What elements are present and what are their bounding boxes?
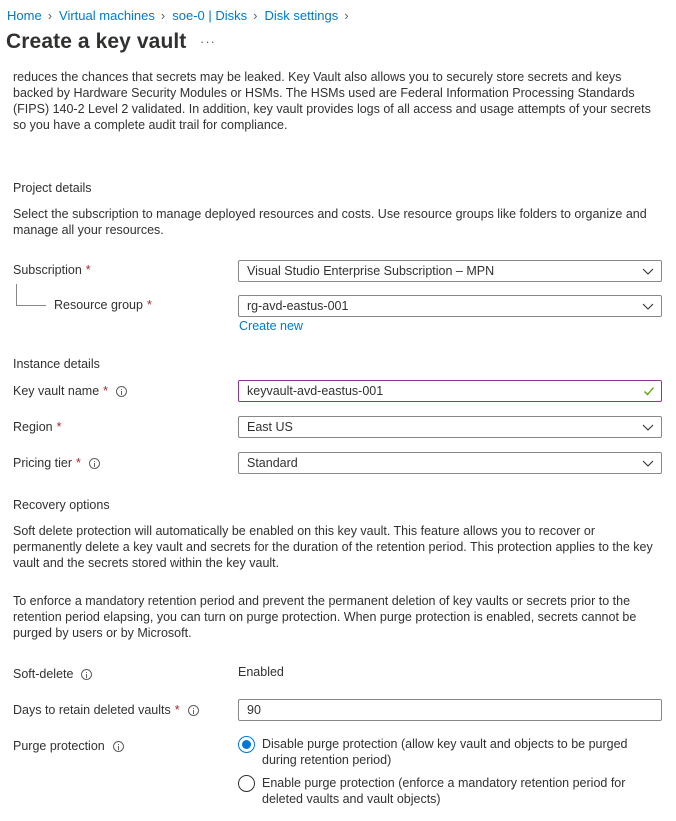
breadcrumb: [7, 6, 356, 24]
project-details-description: Select the subscription to manage deployed resources and costs. Use resource groups like folders to organize and manage all your resources.: [13, 207, 647, 237]
purge-protection-label-text: Purge protection: [13, 739, 105, 753]
soft-delete-label-text: Soft-delete: [13, 667, 74, 681]
required-marker: *: [174, 703, 180, 717]
pricing-tier-value: Standard: [247, 456, 298, 470]
purge-option-enable[interactable]: [238, 775, 662, 807]
create-new-resource-group-link[interactable]: Create new: [239, 319, 303, 333]
required-marker: *: [85, 263, 91, 277]
soft-delete-label: [13, 667, 92, 681]
region-label-text: Region: [13, 420, 53, 434]
radio-button[interactable]: [238, 775, 255, 792]
chevron-right-icon: ›: [47, 7, 53, 23]
required-marker: *: [146, 298, 152, 312]
days-to-retain-label: [13, 703, 199, 717]
intro-text: reduces the chances that secrets may be leaked. Key Vault also allows you to securely store secrets and keys backed by Hardware Security Modules or HSMs. The HSMs used are Federal Information Processing Standards (FIPS) 140-2 Level 2 validated. In addition, key vault provides logs of all access and usage attempts of your secrets so you have a complete audit trail for compliance.: [13, 70, 651, 132]
info-icon[interactable]: [89, 458, 100, 469]
info-icon[interactable]: [188, 705, 199, 716]
soft-delete-description: Soft delete protection will automatically be enabled on this key vault. This feature allows you to recover or permanently delete a key vault and secrets for the duration of the retention period. This protection applies to the key vault and the secrets stored within the key vault.: [13, 524, 653, 570]
purge-option-disable[interactable]: [238, 736, 662, 768]
subscription-value: Visual Studio Enterprise Subscription – MPN: [247, 264, 495, 278]
radio-button-selected[interactable]: [238, 736, 255, 753]
info-icon[interactable]: [116, 386, 127, 397]
soft-delete-value: Enabled: [238, 665, 284, 679]
subscription-label-text: Subscription: [13, 263, 82, 277]
purge-protection-description: To enforce a mandatory retention period and prevent the permanent deletion of key vaults or secrets prior to the retention period elapsing, you can turn on purge protection. When purge protection is enabled, secrets cannot be purged by users or by Microsoft.: [13, 594, 637, 640]
purge-option-enable-label: Enable purge protection (enforce a mandatory retention period for deleted vaults and vault objects): [262, 776, 626, 806]
key-vault-name-label-text: Key vault name: [13, 384, 100, 398]
chevron-down-icon: [642, 300, 654, 312]
region-value: East US: [247, 420, 293, 434]
breadcrumb-disks[interactable]: soe-0 | Disks: [172, 7, 248, 23]
resource-group-label-text: Resource group: [54, 298, 143, 312]
chevron-right-icon: ›: [344, 7, 349, 23]
chevron-right-icon: ›: [253, 7, 258, 23]
resource-group-value: rg-avd-eastus-001: [247, 299, 349, 313]
subscription-label: [13, 263, 91, 277]
key-vault-name-label: [13, 384, 127, 398]
project-details-heading: Project details: [13, 181, 92, 195]
pricing-tier-dropdown[interactable]: [238, 452, 662, 474]
info-icon[interactable]: [113, 741, 124, 752]
key-vault-name-value: keyvault-avd-eastus-001: [247, 384, 384, 398]
purge-option-disable-label: Disable purge protection (allow key vault and objects to be purged during retention period): [262, 737, 628, 767]
chevron-right-icon: ›: [160, 7, 166, 23]
chevron-down-icon: [642, 265, 654, 277]
pricing-tier-label: [13, 456, 100, 470]
pricing-tier-label-text: Pricing tier: [13, 456, 73, 470]
purge-protection-label: [13, 739, 124, 753]
more-options-icon[interactable]: ···: [200, 34, 216, 49]
key-vault-name-input[interactable]: [238, 380, 662, 402]
chevron-down-icon: [642, 421, 654, 433]
required-marker: *: [56, 420, 62, 434]
subscription-dropdown[interactable]: [238, 260, 662, 282]
page-title: Create a key vault: [6, 30, 187, 53]
check-icon: [643, 385, 655, 397]
required-marker: *: [76, 456, 81, 470]
chevron-down-icon: [642, 457, 654, 469]
days-to-retain-label-text: Days to retain deleted vaults: [13, 703, 171, 717]
breadcrumb-home[interactable]: Home: [7, 7, 42, 23]
days-to-retain-value: 90: [247, 703, 261, 717]
days-to-retain-input[interactable]: [238, 699, 662, 721]
tree-connector: [16, 284, 46, 306]
instance-details-heading: Instance details: [13, 357, 100, 371]
resource-group-dropdown[interactable]: [238, 295, 662, 317]
region-dropdown[interactable]: [238, 416, 662, 438]
region-label: [13, 420, 62, 434]
breadcrumb-disk-settings[interactable]: Disk settings: [264, 7, 339, 23]
recovery-options-heading: Recovery options: [13, 498, 110, 512]
info-icon[interactable]: [81, 669, 92, 680]
required-marker: *: [103, 384, 109, 398]
resource-group-label: [54, 298, 152, 312]
form-content[interactable]: [0, 70, 676, 821]
breadcrumb-virtual-machines[interactable]: Virtual machines: [59, 7, 155, 23]
